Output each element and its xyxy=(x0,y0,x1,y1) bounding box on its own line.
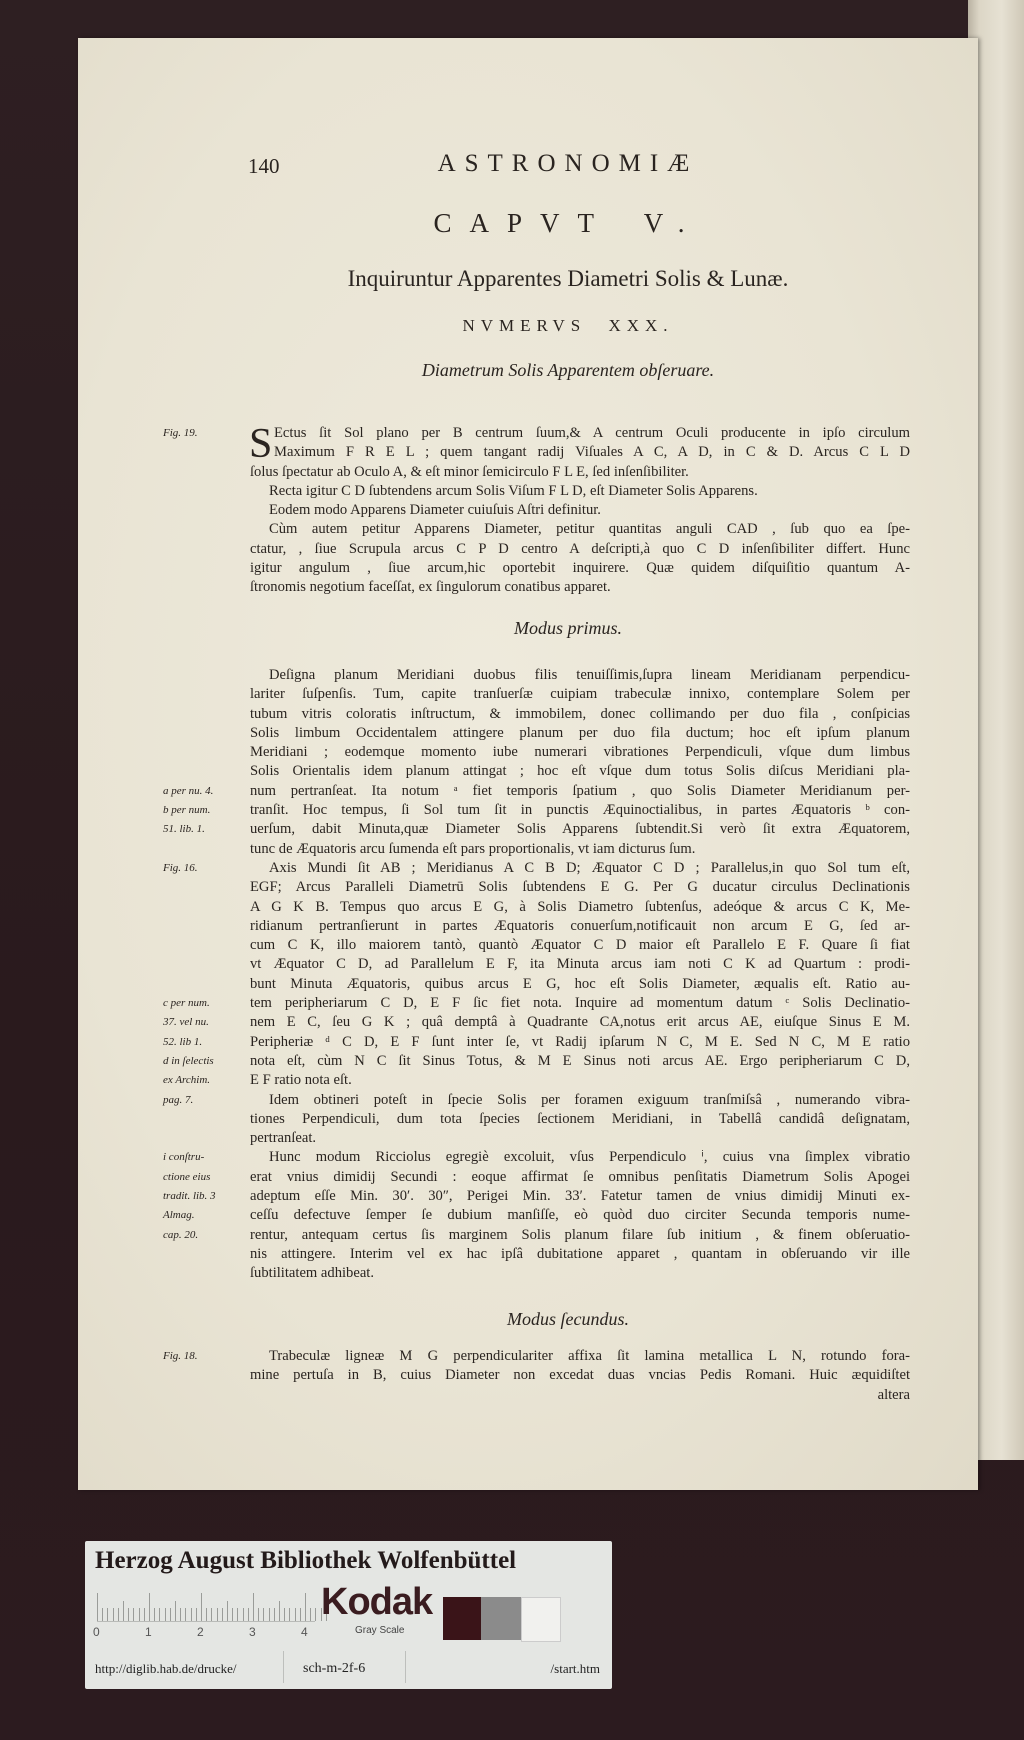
gray-patch-light xyxy=(521,1597,561,1642)
text-line xyxy=(163,1033,910,1052)
ruler-number: 4 xyxy=(301,1625,308,1639)
ruler-tick xyxy=(128,1608,129,1621)
ruler-scale xyxy=(97,1591,315,1622)
line-text: adeptum eſſe Min. 30′. 30″, Perigei Min. 33′. Fatetur tamen de vnius dimidij Minuti ex- xyxy=(250,1188,910,1205)
margin-note: Fig. 19. xyxy=(163,427,198,439)
ruler-number: 0 xyxy=(93,1625,100,1639)
line-text: Solis Orientalis idem planum attingat ; hoc eſt vſque dum totus Solis diſcus Meridiani pla- xyxy=(250,763,910,780)
ruler-tick xyxy=(269,1608,270,1621)
ruler-tick xyxy=(165,1608,166,1621)
ruler-tick xyxy=(217,1608,218,1621)
ruler-tick xyxy=(139,1608,140,1621)
line-text: A G K B. Tempus quo arcus E G, à Solis Diametro ſubtenſus, adeóque & arcus C K, Me- xyxy=(250,898,910,915)
text-line xyxy=(163,1226,910,1245)
ruler-tick xyxy=(144,1608,145,1621)
line-text: lariter ſuſpenſis. Tum, capite tranſuerſæ cuipiam trabeculæ innixo, contemplare Solem per xyxy=(250,686,910,703)
ruler-tick xyxy=(211,1608,212,1621)
ruler-tick xyxy=(159,1608,160,1621)
ruler-tick xyxy=(191,1608,192,1621)
line-text: ridianum pertranſierunt in partes Æquatoris conuerſum,notificauit non arcum E G, ſed ar- xyxy=(250,917,910,934)
text-line xyxy=(250,898,910,917)
ruler-tick xyxy=(300,1608,301,1621)
line-text: Trabeculæ ligneæ M G perpendiculariter affixa ſit lamina metallica L N, rotundo fora- xyxy=(269,1348,910,1364)
text-line xyxy=(163,1052,910,1071)
margin-note: i conſtru- xyxy=(163,1151,205,1164)
ruler-tick xyxy=(149,1593,150,1621)
text-line xyxy=(163,1187,910,1206)
line-text: ſolus ſpectatur ab Oculo A, & eſt minor ſemicirculo F L E, ſed inſenſibiliter. xyxy=(250,463,689,480)
ruler-tick xyxy=(206,1608,207,1621)
ruler-tick xyxy=(118,1608,119,1621)
book-page xyxy=(78,38,978,1490)
text-line xyxy=(163,1148,910,1167)
section-title: Diametrum Solis Apparentem obſeruare. xyxy=(421,360,715,380)
kodak-logo: Kodak xyxy=(321,1581,433,1623)
line-text: cum C K, illo maiorem tantò, quantò Æquator C D maior eſt Parallelo E F. Quare ſi fiat xyxy=(250,937,910,954)
line-text: ctatur, , ſiue Scrupula arcus C P D centro A deſcripti,à quo C D inſenſibiliter differt. Hunc xyxy=(250,540,910,557)
url-suffix: /start.htm xyxy=(550,1661,600,1676)
text-line xyxy=(163,820,910,839)
chapter-title: Inquiruntur Apparentes Diametri Solis & Lunæ. xyxy=(347,266,789,291)
line-text: num pertranſeat. Ita notum ᵃ fiet temporis ſpatium , quo Solis Diameter Meridianum per- xyxy=(250,782,910,799)
line-text: Eodem modo Apparens Diameter cuiuſuis Aſtri definitur. xyxy=(269,502,601,519)
text-line xyxy=(250,1245,910,1264)
ruler-tick xyxy=(185,1608,186,1621)
ruler-tick xyxy=(243,1608,244,1621)
text-line xyxy=(250,443,910,462)
ruler-tick xyxy=(258,1608,259,1621)
ruler-tick xyxy=(310,1608,311,1621)
text-line xyxy=(250,463,910,482)
line-text: uerſum, dabit Minuta,quæ Diameter Solis Apparens ſubtendit.Si verò ſit extra Æquatorem, xyxy=(250,821,910,838)
text-line xyxy=(163,1168,910,1187)
text-line xyxy=(250,578,910,597)
text-line xyxy=(250,520,910,539)
line-text: Idem obtineri poteſt in ſpecie Solis per foramen exiguum tranſmiſsâ , numerando vibra- xyxy=(269,1091,910,1108)
text-block-modus-secundus xyxy=(163,1347,910,1405)
text-line xyxy=(250,1366,910,1385)
margin-note: cap. 20. xyxy=(163,1228,199,1241)
ruler-tick xyxy=(232,1608,233,1621)
ruler-tick xyxy=(253,1593,254,1621)
margin-note: c per num. xyxy=(163,997,210,1010)
catchword-row xyxy=(250,1386,910,1405)
text-line xyxy=(250,724,910,743)
ruler-tick xyxy=(180,1608,181,1621)
text-line xyxy=(163,1013,910,1032)
line-text: Solis limbum Occidentalem attingere planum per duo fila ductum; hoc eſt ipſum planum xyxy=(250,724,910,741)
margin-note: tradit. lib. 3 xyxy=(163,1190,216,1203)
gray-patch-mid xyxy=(481,1597,521,1640)
line-text: tunc de Æquatoris arcu ſumenda eſt pars proportionalis, vt iam dicturus ſum. xyxy=(250,840,696,857)
subheading-modus-primus: Modus primus. xyxy=(513,618,622,638)
margin-note: a per nu. 4. xyxy=(163,784,214,797)
line-text: tem peripheriarum C D, E F ſic fiet nota. Inquire ad momentum datum ᶜ Solis Declinatio- xyxy=(250,995,910,1012)
ruler-number: 1 xyxy=(145,1625,152,1639)
line-text: Recta igitur C D ſubtendens arcum Solis Viſum F L D, eſt Diameter Solis Apparens. xyxy=(269,482,758,499)
margin-note: 51. lib. 1. xyxy=(163,823,205,836)
text-line xyxy=(163,424,910,443)
ruler-tick xyxy=(154,1608,155,1621)
gray-scale-label: Gray Scale xyxy=(355,1625,405,1636)
text-line xyxy=(250,540,910,559)
margin-note: 37. vel nu. xyxy=(163,1016,209,1029)
drop-cap: S xyxy=(249,421,273,467)
line-text: tiones Perpendiculi, dum tota ſpecies ſectionem Meridiani, in Tabellâ candidâ deſignatam, xyxy=(250,1110,910,1127)
ruler-tick xyxy=(305,1593,306,1621)
margin-note: Fig. 18. xyxy=(163,1350,198,1362)
line-text: tubum vitris coloratis inſtructum, & immobilem, donec collimando per duo fila , conſpicias xyxy=(250,705,910,722)
ruler-tick xyxy=(97,1593,98,1621)
line-text: bunt Minuta Æquatoris, quibus arcus E G, hoc eſt Solis Diameter, æqualis eſt. Ratio au- xyxy=(250,975,910,992)
ruler-tick xyxy=(113,1608,114,1621)
ruler-tick xyxy=(279,1601,280,1621)
line-text: rentur, antequam certus ſis marginem Solis planum filare ſub initium , & finem obſeruatio- xyxy=(250,1226,910,1243)
text-line xyxy=(250,878,910,897)
line-text: nota eſt, cùm N C ſit Sinus Totus, & M E Sinus noti arcus AE. Ergo peripheriarum C D, xyxy=(250,1052,910,1069)
line-text: Hunc modum Ricciolus egregiè excoluit, vſus Perpendiculo ⁱ, cuius vna ſimplex vibratio xyxy=(269,1149,910,1166)
text-line xyxy=(250,685,910,704)
line-text: pertranſeat. xyxy=(250,1130,317,1147)
text-line xyxy=(250,762,910,781)
text-line xyxy=(163,1347,910,1366)
line-text: ſubtilitatem adhibeat. xyxy=(250,1265,375,1282)
ruler-tick xyxy=(248,1608,249,1621)
divider xyxy=(283,1651,284,1683)
text-line xyxy=(250,917,910,936)
text-line xyxy=(163,1091,910,1110)
text-line xyxy=(163,859,910,878)
text-line xyxy=(250,705,910,724)
text-line xyxy=(163,1071,910,1090)
text-line xyxy=(250,501,910,520)
line-text: tranſit. Hoc tempus, ſi Sol tum ſit in punctis Æquinoctialibus, in partes Æquatoris ᵇ con- xyxy=(250,802,910,819)
text-line xyxy=(250,743,910,762)
ruler-tick xyxy=(237,1608,238,1621)
divider xyxy=(405,1651,406,1683)
text-line xyxy=(250,1129,910,1148)
url-prefix: http://diglib.hab.de/drucke/ xyxy=(95,1661,237,1676)
text-line xyxy=(250,559,910,578)
text-block-modus-primus xyxy=(163,666,910,1284)
line-text: Maximum F R E L ; quem tangant radij Viſuales A C, A D, in C & D. Arcus C L D xyxy=(274,444,910,461)
page-number: 140 xyxy=(248,154,280,178)
ruler-tick xyxy=(315,1608,316,1621)
line-text: E F ratio nota eſt. xyxy=(250,1072,352,1089)
ruler-tick xyxy=(295,1608,296,1621)
line-text: nis attingere. Interim vel ex hac ipſâ dubitatione apparet , quantam in obſeruando vir ille xyxy=(250,1245,910,1262)
gray-patch-dark xyxy=(443,1597,481,1640)
running-head: ASTRONOMIÆ xyxy=(437,150,699,177)
ruler-tick xyxy=(133,1608,134,1621)
subheading-modus-secundus: Modus ſecundus. xyxy=(507,1309,629,1329)
ruler-tick xyxy=(196,1608,197,1621)
margin-note: pag. 7. xyxy=(163,1093,194,1106)
ruler-tick xyxy=(175,1601,176,1621)
ruler-tick xyxy=(274,1608,275,1621)
line-text: nem E C, ſeu G K ; quâ demptâ à Quadrante CA,notus erit arcus AE, eiuſque Sinus E M. xyxy=(250,1014,910,1031)
margin-note: ex Archim. xyxy=(163,1074,211,1087)
ruler-tick xyxy=(170,1608,171,1621)
margin-note: ctione eius xyxy=(163,1170,211,1183)
line-text: erat vnius dimidij Secundi : eoque affirmat ſe omnibus penſitatis Diametrum Solis Apogei xyxy=(250,1168,910,1185)
text-line xyxy=(163,1206,910,1225)
line-text: Cùm autem petitur Apparens Diameter, petitur quantitas anguli CAD , ſub quo ea ſpe- xyxy=(269,521,910,538)
margin-note: Fig. 16. xyxy=(163,861,198,874)
ruler-tick xyxy=(289,1608,290,1621)
text-line xyxy=(250,975,910,994)
library-name: Herzog August Bibliothek Wolfenbüttel xyxy=(95,1547,517,1574)
text-line xyxy=(250,936,910,955)
text-block-definition xyxy=(163,421,910,598)
shelfmark: sch-m-2f-6 xyxy=(303,1661,366,1676)
text-line xyxy=(250,666,910,685)
text-line xyxy=(250,840,910,859)
ruler-tick xyxy=(222,1608,223,1621)
text-line xyxy=(250,1264,910,1283)
ruler-tick xyxy=(201,1593,202,1621)
line-text: ceſſu defectuve ſemper ſe dubium manſiſſe, eò quòd duo circiter Secunda temporis nume- xyxy=(250,1207,910,1224)
line-text: Meridiani ; eodemque momento iube numerari vibrationes Perpendiculi, vſque dum limbus xyxy=(250,744,910,761)
line-text: ſtronomis negotium faceſſat, ex ſingulorum conatibus apparet. xyxy=(250,579,611,596)
line-text: mine pertuſa in B, cuius Diameter non excedat duas vncias Pedis Romani. Huic æquidiſtet xyxy=(250,1367,910,1384)
line-text: Axis Mundi ſit AB ; Meridianus A C B D; Æquator C D ; Parallelus,in quo Sol tum eſt, xyxy=(269,859,910,876)
line-text: vt Æquator C D, ad Parallelum E F, ita Minuta arcus iam noti C K ad Quartum : prodi- xyxy=(250,956,910,973)
text-line xyxy=(163,782,910,801)
line-text: Peripheriæ ᵈ C D, E F ſunt inter ſe, vt Radij ipſarum N C, M E. Sed N C, M E ratio xyxy=(250,1033,910,1050)
ruler-tick xyxy=(102,1608,103,1621)
text-line xyxy=(250,482,910,501)
ruler-tick xyxy=(123,1601,124,1621)
chapter-heading: CAPVT V. xyxy=(433,208,703,238)
ruler-tick xyxy=(227,1601,228,1621)
line-text: Ectus ſit Sol plano per B centrum ſuum,& A centrum Oculi producente in ipſo circulum xyxy=(274,425,910,441)
ruler-number: 2 xyxy=(197,1625,204,1639)
margin-note: 52. lib 1. xyxy=(163,1035,203,1048)
line-text: EGF; Arcus Paralleli Diametrū Solis ſubtendens E G. Per G ducatur circulus Declinationis xyxy=(250,879,910,896)
ruler-number: 3 xyxy=(249,1625,256,1639)
ruler-tick xyxy=(284,1608,285,1621)
section-number: NVMERVS XXX. xyxy=(462,316,674,335)
text-line xyxy=(250,1110,910,1129)
margin-note: Almag. xyxy=(163,1209,195,1222)
margin-note: b per num. xyxy=(163,804,211,817)
line-text: Deſigna planum Meridiani duobus filis tenuiſſimis,ſupra lineam Meridianam perpendicu- xyxy=(269,667,910,683)
ruler-tick xyxy=(263,1608,264,1621)
line-text: igitur angulum , ſiue arcum,hic oportebit inquirere. Quæ quidem diſquiſitio quantum A- xyxy=(250,560,910,577)
library-label-card xyxy=(85,1541,612,1689)
margin-note: d in ſelectis xyxy=(163,1054,214,1067)
text-line xyxy=(163,994,910,1013)
text-line xyxy=(163,801,910,820)
text-line xyxy=(250,955,910,974)
ruler-tick xyxy=(107,1608,108,1621)
catchword: altera xyxy=(877,1386,910,1403)
